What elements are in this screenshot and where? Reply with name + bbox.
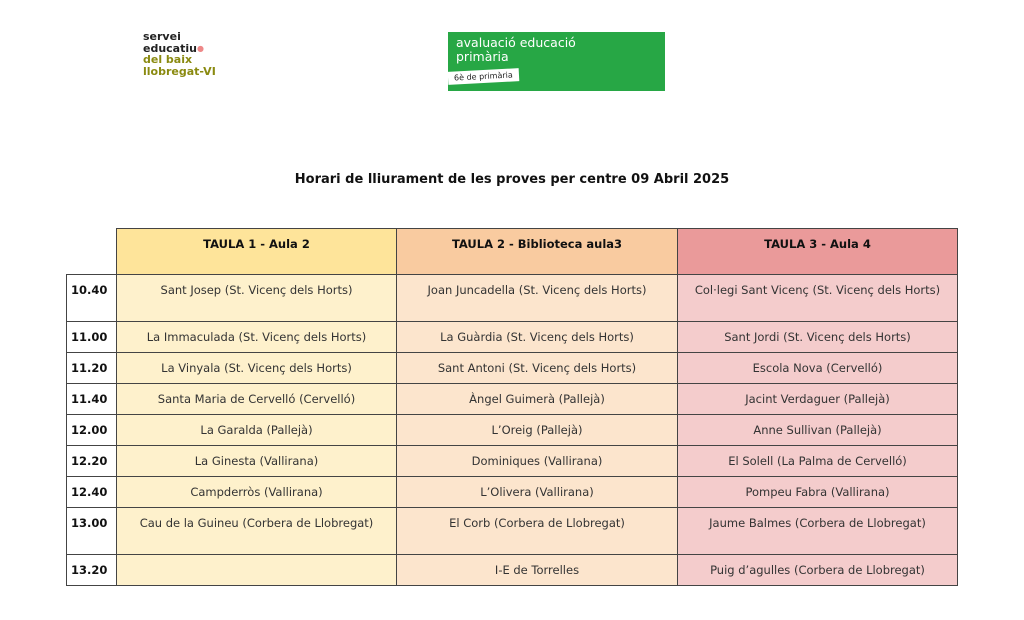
taula-2-cell: Sant Antoni (St. Vicenç dels Horts) <box>397 353 678 384</box>
taula-1-cell: Sant Josep (St. Vicenç dels Horts) <box>117 275 397 322</box>
header-taula-2: TAULA 2 - Biblioteca aula3 <box>397 229 678 275</box>
taula-3-cell: Jacint Verdaguer (Pallejà) <box>678 384 958 415</box>
header-taula-1: TAULA 1 - Aula 2 <box>117 229 397 275</box>
taula-1-cell <box>117 555 397 586</box>
taula-3-cell: El Solell (La Palma de Cervelló) <box>678 446 958 477</box>
time-cell: 11.40 <box>67 384 117 415</box>
table-row <box>67 508 958 555</box>
taula-3-cell: Jaume Balmes (Corbera de Llobregat) <box>678 508 958 555</box>
taula-3-cell: Pompeu Fabra (Vallirana) <box>678 477 958 508</box>
taula-3-cell: Sant Jordi (St. Vicenç dels Horts) <box>678 322 958 353</box>
taula-1-cell: La Immaculada (St. Vicenç dels Horts) <box>117 322 397 353</box>
taula-1-cell: La Ginesta (Vallirana) <box>117 446 397 477</box>
taula-1-cell: La Garalda (Pallejà) <box>117 415 397 446</box>
table-row <box>67 322 958 353</box>
time-cell: 13.00 <box>67 508 117 555</box>
table-row <box>67 555 958 586</box>
taula-2-cell: I-E de Torrelles <box>397 555 678 586</box>
taula-1-cell: La Vinyala (St. Vicenç dels Horts) <box>117 353 397 384</box>
taula-2-cell: L’Olivera (Vallirana) <box>397 477 678 508</box>
taula-1-cell: Cau de la Guineu (Corbera de Llobregat) <box>117 508 397 555</box>
header-taula-3: TAULA 3 - Aula 4 <box>678 229 958 275</box>
page-title: Horari de lliurament de les proves per centre 09 Abril 2025 <box>294 172 730 187</box>
taula-2-cell: El Corb (Corbera de Llobregat) <box>397 508 678 555</box>
logo-tag: 6è de primària <box>448 68 519 85</box>
time-cell: 12.20 <box>67 446 117 477</box>
logo-text: educatiu <box>143 41 197 55</box>
taula-3-cell: Col·legi Sant Vicenç (St. Vicenç dels Horts) <box>678 275 958 322</box>
table-row <box>67 415 958 446</box>
logo-text: servei <box>143 30 181 43</box>
schedule-table <box>66 228 958 586</box>
taula-2-cell: Àngel Guimerà (Pallejà) <box>397 384 678 415</box>
taula-1-cell: Campderròs (Vallirana) <box>117 477 397 508</box>
table-row <box>67 353 958 384</box>
logo-text: avaluació educació <box>456 35 576 50</box>
logo-text: llobregat-VI <box>143 64 216 78</box>
servei-educatiu-logo: servei educatiu● del baix llobregat-VI <box>143 30 216 78</box>
logo-text: primària <box>456 49 509 64</box>
time-cell: 10.40 <box>67 275 117 322</box>
taula-2-cell: L’Oreig (Pallejà) <box>397 415 678 446</box>
taula-2-cell: Dominiques (Vallirana) <box>397 446 678 477</box>
taula-1-cell: Santa Maria de Cervelló (Cervelló) <box>117 384 397 415</box>
table-row <box>67 446 958 477</box>
table-row <box>67 384 958 415</box>
table-row <box>67 477 958 508</box>
time-cell: 11.20 <box>67 353 117 384</box>
taula-3-cell: Escola Nova (Cervelló) <box>678 353 958 384</box>
corner-cell <box>67 229 117 275</box>
time-cell: 12.40 <box>67 477 117 508</box>
taula-2-cell: La Guàrdia (St. Vicenç dels Horts) <box>397 322 678 353</box>
logo-text: del baix <box>143 53 193 66</box>
table-row <box>67 275 958 322</box>
time-cell: 13.20 <box>67 555 117 586</box>
taula-3-cell: Anne Sullivan (Pallejà) <box>678 415 958 446</box>
taula-3-cell: Puig d’agulles (Corbera de Llobregat) <box>678 555 958 586</box>
time-cell: 12.00 <box>67 415 117 446</box>
avaluacio-logo <box>448 32 665 91</box>
taula-2-cell: Joan Juncadella (St. Vicenç dels Horts) <box>397 275 678 322</box>
time-cell: 11.00 <box>67 322 117 353</box>
